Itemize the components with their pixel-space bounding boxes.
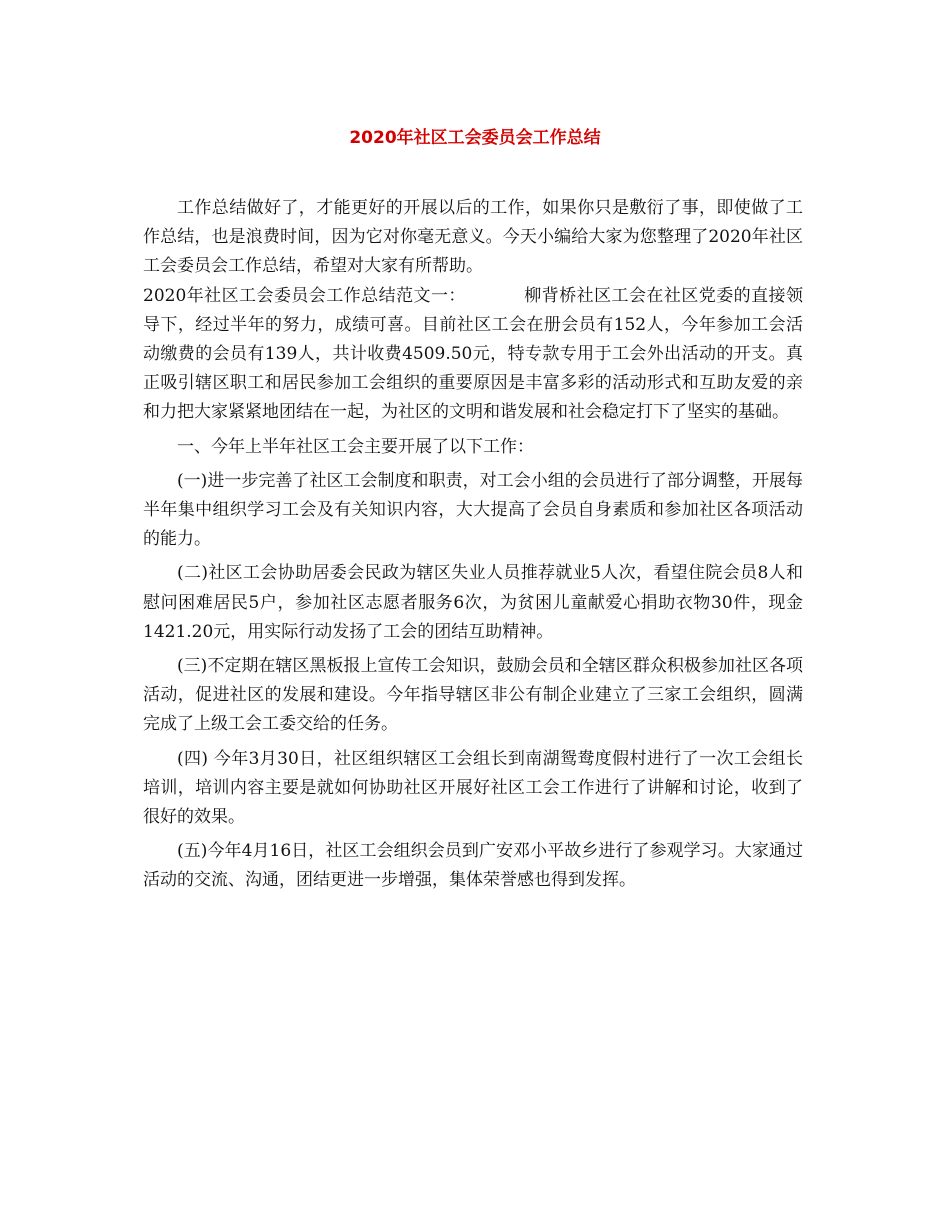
list-item-3: (三)不定期在辖区黑板报上宣传工会知识，鼓励会员和全辖区群众积极参加社区各项活动，促进社区的发展和建设。今年指导辖区非公有制企业建立了三家工会组织，圆满完成了上级工会工委交给的任务。 bbox=[143, 656, 803, 735]
list-item-4: (四) 今年3月30日，社区组织辖区工会组长到南湖鸳鸯度假村进行了一次工会组长培训，培训内容主要是就如何协助社区开展好社区工会工作进行了讲解和讨论，收到了很好的效果。 bbox=[143, 748, 803, 828]
document-body bbox=[143, 194, 803, 896]
sample-heading: 2020年社区工会委员会工作总结范文一： bbox=[143, 285, 466, 306]
list-item-5: (五)今年4月16日，社区工会组织会员到广安邓小平故乡进行了参观学习。大家通过活动的交流、沟通，团结更进一步增强，集体荣誉感也得到发挥。 bbox=[143, 841, 803, 891]
section-heading: 一、今年上半年社区工会主要开展了以下工作： bbox=[177, 436, 534, 457]
document-title: 2020年社区工会委员会工作总结 bbox=[349, 128, 601, 148]
sample-body: 柳背桥社区工会在社区党委的直接领导下，经过半年的努力，成绩可喜。目前社区工会在册会员有152人，今年参加工会活动缴费的会员有139人，共计收费4509.50元，特专款专用于工会外出活动的开支。真正吸引辖区职工和居民参加工会组织的重要原因是丰富多彩的活动形式和互助友爱的亲和力把大家紧紧地团结在一起，为社区的文明和谐发展和社会稳定打下了坚实的基础。 bbox=[143, 285, 804, 423]
list-item-2: (二)社区工会协助居委会民政为辖区失业人员推荐就业5人次，看望住院会员8人和慰问困难居民5户，参加社区志愿者服务6次，为贫困儿童献爱心捐助衣物30件，现金1421.20元，用实际行动发扬了工会的团结互助精神。 bbox=[143, 563, 803, 642]
intro-paragraph: 工作总结做好了，才能更好的开展以后的工作，如果你只是敷衍了事，即使做了工作总结，也是浪费时间，因为它对你毫无意义。今天小编给大家为您整理了2020年社区工会委员会工作总结，希望对大家有所帮助。 bbox=[143, 198, 803, 277]
sample-paragraph bbox=[143, 282, 803, 428]
list-item-1: (一)进一步完善了社区工会制度和职责，对工会小组的会员进行了部分调整，开展每半年集中组织学习工会及有关知识内容，大大提高了会员自身素质和参加社区各项活动的能力。 bbox=[143, 470, 803, 550]
